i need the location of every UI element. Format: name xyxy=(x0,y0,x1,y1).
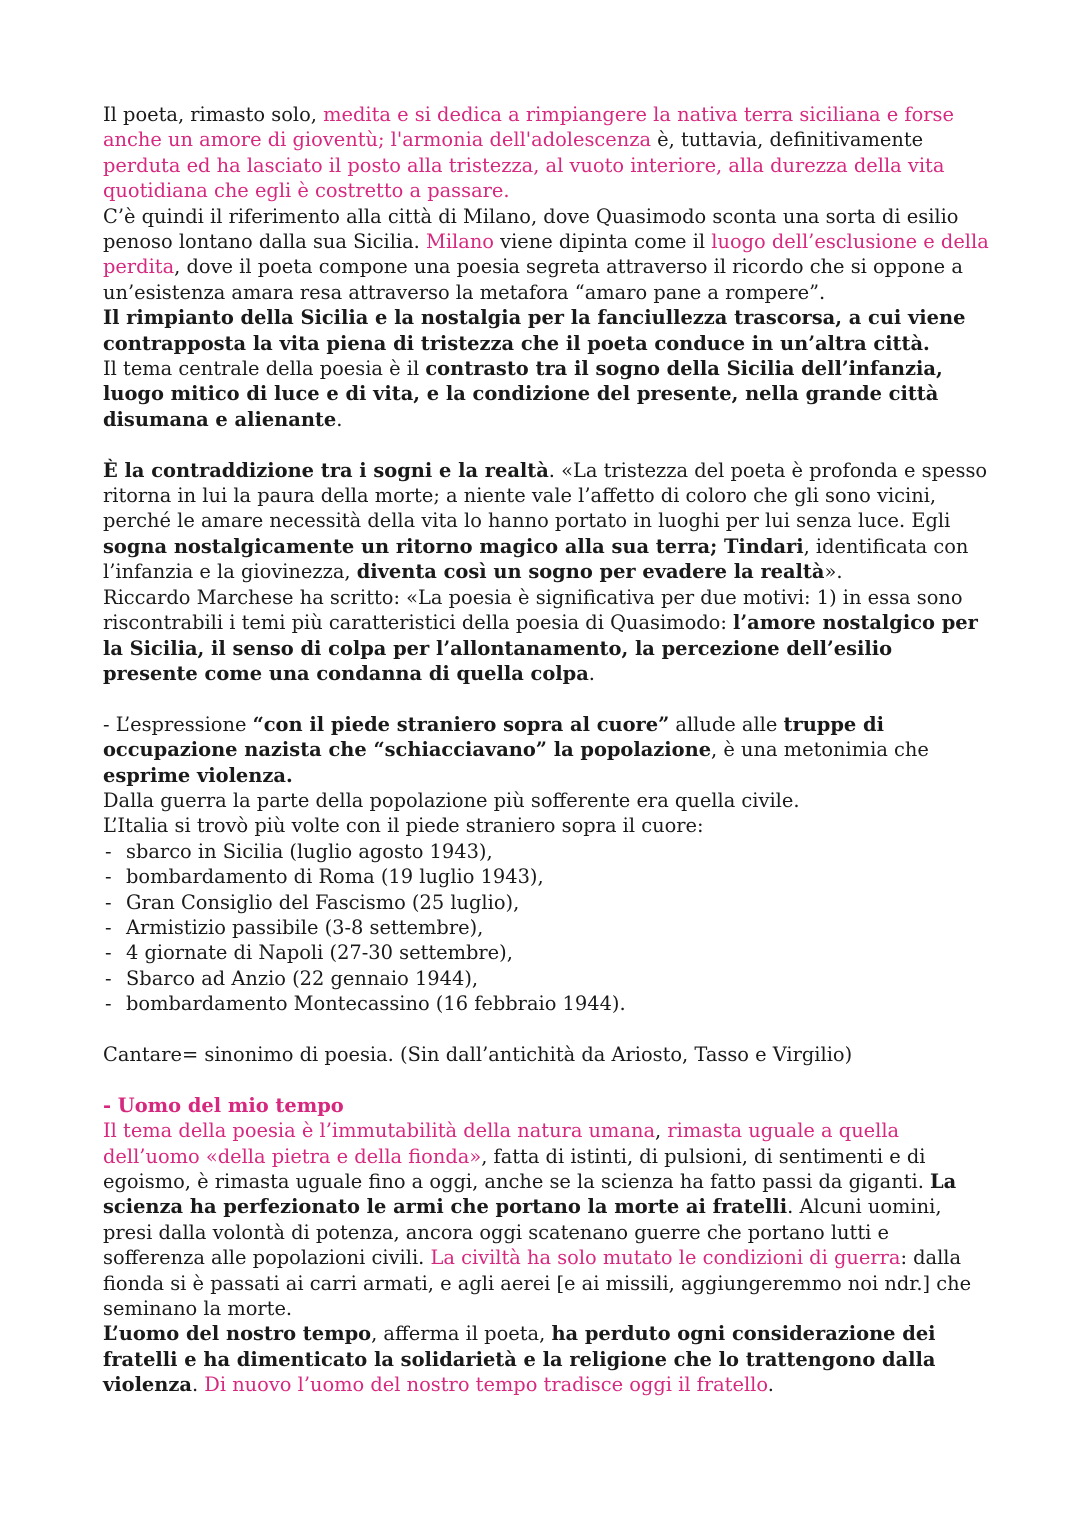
body-text: ». xyxy=(824,560,843,584)
bold-text: truppe di occupazione nazista che “schiacciavano” la popolazione xyxy=(103,712,884,762)
body-text: Riccardo Marchese ha scritto: «La poesia è significativa per due motivi: 1) in essa sono riscontrabili i temi più caratteristici della poesia di Quasimodo: xyxy=(103,585,963,635)
body-text: , è una metonimia che xyxy=(711,738,929,762)
bold-text: contrasto tra il sogno della Sicilia dell’infanzia, luogo mitico di luce e di vita, e la condizione del presente, nella grande città disumana e alienante xyxy=(103,357,943,431)
body-text: , xyxy=(655,1119,668,1143)
bold-text: “con il piede straniero sopra al cuore” xyxy=(252,712,670,736)
body-text: è, tuttavia, definitivamente xyxy=(651,128,924,152)
highlighted-text: Di nuovo l’uomo del nostro tempo tradisce oggi il fratello xyxy=(204,1373,768,1397)
bold-text: ha perduto ogni considerazione dei fratelli e ha dimenticato la solidarietà e la religione che lo trattengono dalla violenza xyxy=(103,1322,936,1397)
highlighted-text: rimasta uguale a quella dell’uomo «della pietra e della fionda» xyxy=(103,1119,900,1168)
body-text: , fatta di istinti, di pulsioni, di sentimenti e di egoismo, è rimasta uguale fino a oggi, anche se la scienza ha fatto passi da giganti. xyxy=(103,1144,931,1193)
list-item: - Armistizio passibile (3-8 settembre), xyxy=(103,915,993,940)
paragraph-piede-straniero xyxy=(103,712,993,839)
body-text: . Alcuni uomini, presi dalla volontà di potenza, ancora oggi scatenano guerre che portano lutti e sofferenza alle popolazioni civili. xyxy=(103,1195,942,1270)
body-text: L’Italia si trovò più volte con il piede straniero sopra il cuore: xyxy=(103,814,704,838)
cantare-note: Cantare= sinonimo di poesia. (Sin dall’antichità da Ariosto, Tasso e Virgilio) xyxy=(103,1042,853,1066)
events-list xyxy=(103,839,993,1017)
highlighted-text: La civiltà ha solo mutato le condizioni di guerra xyxy=(430,1246,901,1270)
body-text: , dove il poeta compone una poesia segreta attraverso il ricordo che si oppone a un’esistenza amara resa attraverso la metafora “amaro pane a rompere”. xyxy=(103,255,963,304)
body-text: . xyxy=(336,407,343,431)
highlighted-text: Il tema della poesia è l’immutabilità della natura umana xyxy=(103,1119,656,1143)
section-heading: - Uomo del mio tempo xyxy=(103,1093,344,1117)
document-page xyxy=(103,102,993,1398)
body-text: C’è quindi il riferimento alla città di Milano, dove Quasimodo sconta una sorta di esilio penoso lontano dalla sua Sicilia. xyxy=(103,204,959,254)
bold-text: esprime violenza. xyxy=(103,763,293,787)
body-text: allude alle xyxy=(669,712,784,736)
list-item: - sbarco in Sicilia (luglio agosto 1943), xyxy=(103,839,993,864)
body-text: Il poeta, rimasto solo, xyxy=(103,103,324,126)
bold-text: diventa così un sogno per evadere la realtà xyxy=(356,560,825,584)
highlighted-text: Milano xyxy=(426,230,494,254)
highlighted-text: luogo dell’esclusione e della perdita xyxy=(103,230,989,279)
body-text: viene dipinta come il xyxy=(493,230,712,254)
paragraph-milano xyxy=(103,102,993,432)
list-item: - bombardamento Montecassino (16 febbraio 1944). xyxy=(103,991,993,1016)
bold-text: È la contraddizione tra i sogni e la realtà xyxy=(103,458,549,482)
body-text: , afferma il poeta, xyxy=(371,1322,552,1346)
list-item: - Gran Consiglio del Fascismo (25 luglio), xyxy=(103,890,993,915)
body-text: . xyxy=(588,661,595,685)
bold-text: l’amore nostalgico per la Sicilia, il senso di colpa per l’allontanamento, la percezione dell’esilio presente come una condanna di quella colpa xyxy=(103,611,978,685)
body-text: : dalla fionda si è passati ai carri armati, e agli aerei [e ai missili, aggiungeremmo noi ndr.] che seminano la morte. xyxy=(103,1246,972,1321)
body-text: , identificata con l’infanzia e la giovinezza, xyxy=(103,534,969,584)
body-text: . xyxy=(191,1373,205,1397)
paragraph-uomo-del-mio-tempo xyxy=(103,1118,993,1397)
bold-text: La scienza ha perfezionato le armi che portano la morte ai fratelli xyxy=(103,1170,957,1219)
body-text: - L’espressione xyxy=(103,712,253,736)
body-text: . «La tristezza del poeta è profonda e spesso ritorna in lui la paura della morte; a niente vale l’affetto di coloro che gli sono vicini, perché le amare necessità della vita lo hanno portato in luoghi per lui senza luce. Egli xyxy=(103,458,988,533)
paragraph-contraddizione xyxy=(103,458,993,687)
list-item: - bombardamento di Roma (19 luglio 1943), xyxy=(103,864,993,889)
highlighted-text: perduta ed ha lasciato il posto alla tristezza, al vuoto interiore, alla durezza della vita quotidiana che egli è costretto a passare. xyxy=(103,153,945,203)
list-item: - Sbarco ad Anzio (22 gennaio 1944), xyxy=(103,966,993,991)
body-text: Il tema centrale della poesia è il xyxy=(103,357,426,381)
bold-text: Il rimpianto della Sicilia e la nostalgia per la fanciullezza trascorsa, a cui viene contrapposta la vita piena di tristezza che il poeta conduce in un’altra città. xyxy=(103,306,966,355)
highlighted-text: medita e si dedica a rimpiangere la nativa terra siciliana e forse anche un amore di gioventù; l'armonia dell'adolescenza xyxy=(103,103,954,152)
bold-text: sogna nostalgicamente un ritorno magico alla sua terra; Tindari xyxy=(103,534,804,558)
bold-text: L’uomo del nostro tempo xyxy=(103,1322,372,1346)
body-text: Dalla guerra la parte della popolazione più sofferente era quella civile. xyxy=(103,788,800,812)
list-item: - 4 giornate di Napoli (27-30 settembre), xyxy=(103,940,993,965)
body-text: . xyxy=(767,1373,774,1397)
